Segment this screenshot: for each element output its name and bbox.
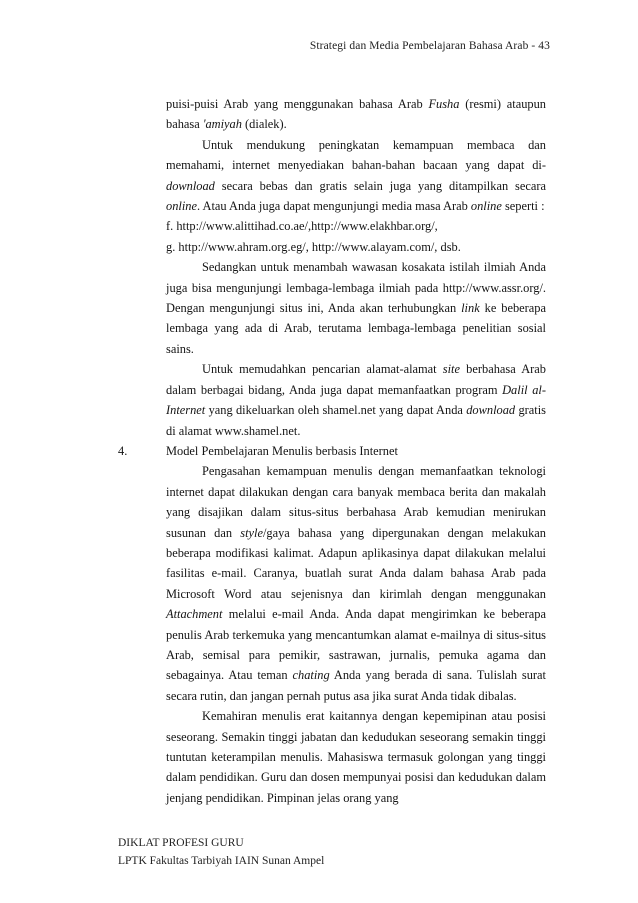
list-item-g: g. http://www.ahram.org.eg/, http://www.alayam.com/, dsb.: [166, 239, 461, 254]
page-footer: [118, 834, 324, 870]
section-heading: [118, 441, 546, 461]
running-header: Strategi dan Media Pembelajaran Bahasa Arab - 43: [309, 40, 550, 52]
footer-line-2: LPTK Fakultas Tarbiyah IAIN Sunan Ampel: [118, 855, 325, 867]
paragraph-reading: Untuk mendukung peningkatan kemampuan membaca dan memahami, internet menyediakan bahan-bahan bacaan yang dapat di-download secara bebas dan gratis selain juga yang ditampilkan secara online. Atau Anda juga dapat mengunjungi media masa Arab online seperti :: [166, 137, 546, 214]
paragraph-site-search: Untuk memudahkan pencarian alamat-alamat site berbahasa Arab dalam berbagai bidang, Anda juga dapat memanfaatkan program Dalil al-Internet yang dikeluarkan oleh shamel.net yang dapat Anda download gratis di alamat www.shamel.net.: [166, 362, 546, 438]
paragraph-fusha: puisi-puisi Arab yang menggunakan bahasa Arab Fusha (resmi) ataupun bahasa 'amiyah (dialek).: [166, 97, 546, 132]
section-title: Model Pembelajaran Menulis berbasis Internet: [166, 443, 398, 458]
list-item-f: f. http://www.alittihad.co.ae/,http://www.elakhbar.org/,: [166, 219, 438, 234]
page-body: [118, 94, 547, 808]
paragraph-leadership: Kemahiran menulis erat kaitannya dengan kepemipinan atau posisi seseorang. Semakin tinggi jabatan dan kedudukan seseorang semakin tinggi tuntutan keterampilan menulis. Mahasiswa termasuk golongan yang tinggi dalam pendidikan. Guru dan dosen mempunyai posisi dan kedudukan dalam jenjang pendidikan. Pimpinan jelas orang yang: [166, 709, 546, 805]
paragraph-writing: Pengasahan kemampuan menulis dengan memanfaatkan teknologi internet dapat dilakukan dengan cara banyak membaca berita dan makalah yang disajikan dalam situs-situs berbahasa Arab kemudian menirukan susunan dan style/gaya bahasa yang dipergunakan dengan melakukan beberapa modifikasi kalimat. Adapun aplikasinya dapat dilakukan melalui fasilitas e-mail. Caranya, buatlah surat Anda dalam bahasa Arab pada Microsoft Word atau sejenisnya dan kirimlah dengan menggunakan Attachment melalui e-mail Anda. Anda dapat mengirimkan ke beberapa penulis Arab terkemuka yang mencantumkan alamat e-mailnya di situs-situs Arab, semisal para pemikir, sastrawan, jurnalis, pemuka agama dan sebagainya. Atau teman chating Anda yang berada di sana. Tulislah surat secara rutin, dan jangan pernah putus asa jika surat Anda tidak dibalas.: [166, 464, 547, 703]
section-number: 4.: [118, 443, 128, 458]
footer-line-1: DIKLAT PROFESI GURU: [118, 837, 244, 849]
paragraph-vocabulary: Sedangkan untuk menambah wawasan kosakata istilah ilmiah Anda juga bisa mengunjungi lembaga-lembaga ilmiah pada http://www.assr.org/. Dengan mengunjungi situs ini, Anda akan terhubungkan link ke beberapa lembaga yang ada di Arab, terutama lembaga-lembaga penelitian sosial sains.: [166, 260, 546, 356]
